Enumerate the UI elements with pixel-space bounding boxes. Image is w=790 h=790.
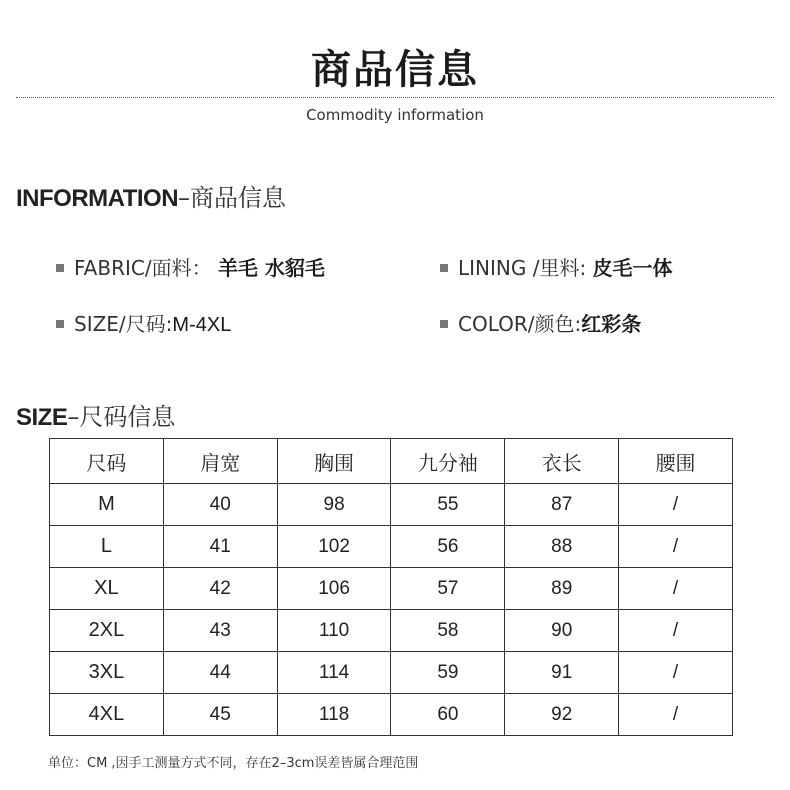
table-cell: 4XL	[50, 694, 164, 736]
table-row	[50, 694, 733, 736]
fabric-value: 羊毛 水貂毛	[217, 256, 325, 280]
header-chest: 胸围	[277, 439, 391, 484]
table-cell: 2XL	[50, 610, 164, 652]
table-cell: M	[50, 484, 164, 526]
color-value: 红彩条	[581, 312, 642, 336]
size-range-value: M-4XL	[172, 314, 232, 336]
information-heading-zh: –商品信息	[178, 184, 287, 212]
table-cell: /	[619, 694, 733, 736]
page-title: 商品信息	[311, 47, 479, 93]
size-table	[49, 438, 733, 736]
size-heading	[16, 397, 175, 432]
size-heading-en: SIZE	[16, 404, 68, 431]
table-cell: 58	[391, 610, 505, 652]
lining-info	[440, 252, 673, 281]
square-bullet-icon	[56, 320, 64, 328]
information-heading	[16, 178, 286, 213]
square-bullet-icon	[440, 320, 448, 328]
table-cell: /	[619, 484, 733, 526]
header-shoulder: 肩宽	[163, 439, 277, 484]
lining-value: 皮毛一体	[592, 256, 673, 280]
table-cell: 88	[505, 526, 619, 568]
table-cell: 60	[391, 694, 505, 736]
table-cell: 44	[163, 652, 277, 694]
table-cell: 45	[163, 694, 277, 736]
table-cell: 42	[163, 568, 277, 610]
table-cell: 89	[505, 568, 619, 610]
lining-label: LINING /里料:	[458, 256, 587, 280]
table-cell: 87	[505, 484, 619, 526]
table-cell: 91	[505, 652, 619, 694]
table-cell: 55	[391, 484, 505, 526]
square-bullet-icon	[56, 264, 64, 272]
table-cell: 92	[505, 694, 619, 736]
fabric-label: FABRIC/面料：	[74, 256, 212, 280]
color-info	[440, 308, 641, 337]
table-cell: /	[619, 652, 733, 694]
header-length: 衣长	[505, 439, 619, 484]
measurement-note: 单位：CM ,因手工测量方式不同，存在2–3cm误差皆属合理范围	[48, 756, 419, 771]
table-cell: 110	[277, 610, 391, 652]
table-cell: XL	[50, 568, 164, 610]
table-cell: /	[619, 568, 733, 610]
table-cell: 40	[163, 484, 277, 526]
table-cell: 90	[505, 610, 619, 652]
table-row	[50, 652, 733, 694]
information-heading-en: INFORMATION	[16, 185, 179, 212]
table-header-row	[50, 439, 733, 484]
table-cell: /	[619, 526, 733, 568]
square-bullet-icon	[440, 264, 448, 272]
size-range-label: SIZE/尺码:	[74, 312, 173, 336]
table-cell: 3XL	[50, 652, 164, 694]
table-cell: 106	[277, 568, 391, 610]
page-subtitle: Commodity information	[306, 106, 484, 124]
table-row	[50, 484, 733, 526]
table-cell: /	[619, 610, 733, 652]
table-cell: 43	[163, 610, 277, 652]
table-cell: 59	[391, 652, 505, 694]
table-cell: 57	[391, 568, 505, 610]
table-cell: L	[50, 526, 164, 568]
header-sleeve: 九分袖	[391, 439, 505, 484]
table-cell: 98	[277, 484, 391, 526]
table-row	[50, 568, 733, 610]
size-heading-zh: –尺码信息	[67, 403, 176, 431]
title-divider	[16, 97, 774, 98]
table-cell: 41	[163, 526, 277, 568]
table-row	[50, 610, 733, 652]
color-label: COLOR/颜色:	[458, 312, 582, 336]
header-waist: 腰围	[619, 439, 733, 484]
header-size: 尺码	[50, 439, 164, 484]
size-range-info	[56, 308, 231, 337]
table-row	[50, 526, 733, 568]
table-cell: 114	[277, 652, 391, 694]
table-cell: 118	[277, 694, 391, 736]
table-cell: 102	[277, 526, 391, 568]
table-cell: 56	[391, 526, 505, 568]
fabric-info	[56, 252, 325, 281]
